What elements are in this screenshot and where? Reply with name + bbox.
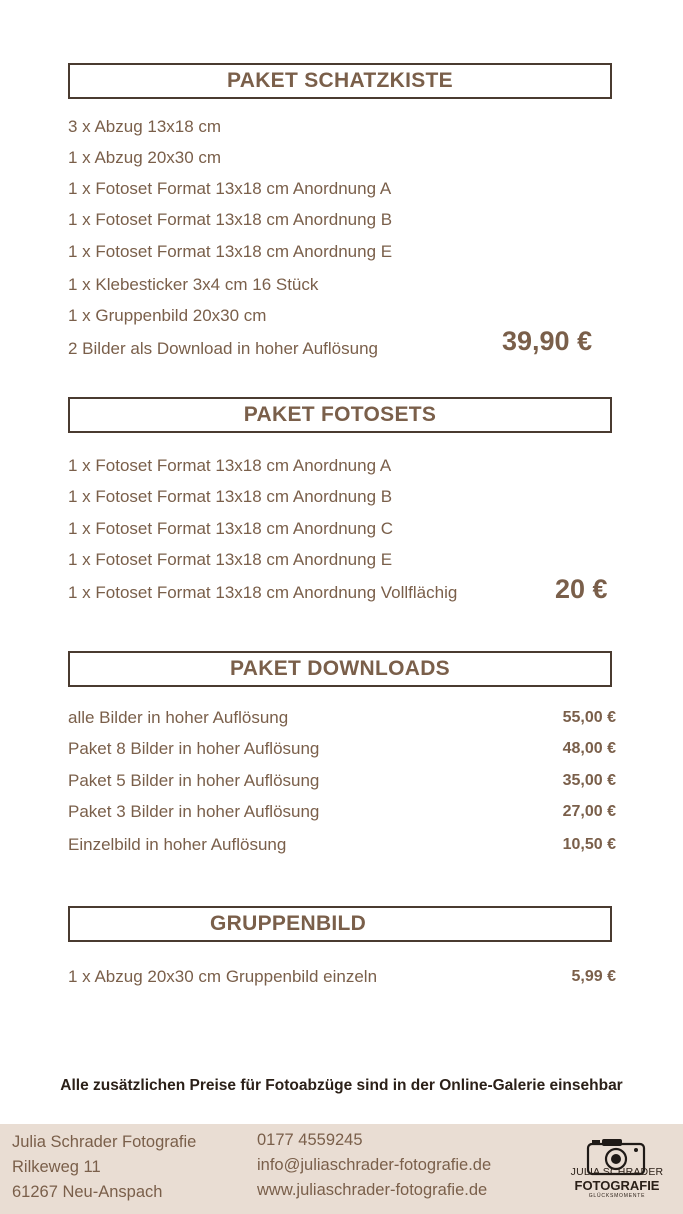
fotosets-price: 20 €: [555, 574, 608, 604]
list-item: 1 x Klebesticker 3x4 cm 16 Stück: [68, 275, 319, 294]
section-title-schatzkiste: PAKET SCHATZKISTE: [68, 63, 612, 99]
download-item-label: Paket 5 Bilder in hoher Auflösung: [68, 771, 320, 790]
download-item-label: Paket 8 Bilder in hoher Auflösung: [68, 739, 320, 758]
list-item: 3 x Abzug 13x18 cm: [68, 117, 222, 136]
list-item: 1 x Gruppenbild 20x30 cm: [68, 306, 267, 325]
logo-line1: JULIA SCHRADER: [570, 1166, 664, 1178]
list-item: 1 x Fotoset Format 13x18 cm Anordnung A: [68, 456, 392, 475]
list-item: 1 x Fotoset Format 13x18 cm Anordnung E: [68, 242, 393, 261]
list-item: 1 x Fotoset Format 13x18 cm Anordnung A: [68, 179, 392, 198]
gruppenbild-item-price: 5,99 €: [571, 968, 616, 985]
section-title-gruppenbild: GRUPPENBILD: [68, 906, 612, 942]
download-item-price: 48,00 €: [562, 740, 616, 757]
download-item-price: 27,00 €: [562, 803, 616, 820]
list-item: 1 x Fotoset Format 13x18 cm Anordnung C: [68, 519, 394, 538]
download-item-label: Paket 3 Bilder in hoher Auflösung: [68, 802, 320, 821]
download-item-label: Einzelbild in hoher Auflösung: [68, 835, 287, 854]
footer-email[interactable]: info@juliaschrader-fotografie.de: [257, 1156, 492, 1174]
footer: [0, 1124, 683, 1214]
download-item-label: alle Bilder in hoher Auflösung: [68, 708, 289, 727]
list-item: 1 x Fotoset Format 13x18 cm Anordnung B: [68, 487, 393, 506]
footer-contact: [257, 1128, 491, 1203]
logo-line2: FOTOGRAFIE: [574, 1178, 660, 1193]
download-item-price: 10,50 €: [562, 836, 616, 853]
footer-city: 61267 Neu-Anspach: [12, 1183, 163, 1201]
schatzkiste-price: 39,90 €: [502, 326, 593, 356]
section-title-downloads: PAKET DOWNLOADS: [68, 651, 612, 687]
list-item: 1 x Abzug 20x30 cm: [68, 148, 222, 167]
list-item: 2 Bilder als Download in hoher Auflösung: [68, 339, 378, 358]
footer-address: [12, 1130, 196, 1205]
footer-name: Julia Schrader Fotografie: [12, 1133, 197, 1151]
section-title-fotosets: PAKET FOTOSETS: [68, 397, 612, 433]
gruppenbild-item-label: 1 x Abzug 20x30 cm Gruppenbild einzeln: [68, 967, 378, 986]
logo-line3: GLÜCKSMOMENTE: [588, 1193, 646, 1199]
brand-logo: [562, 1136, 672, 1206]
footer-phone[interactable]: 0177 4559245: [257, 1131, 363, 1149]
list-item: 1 x Fotoset Format 13x18 cm Anordnung Vollflächig: [68, 583, 458, 602]
download-item-price: 55,00 €: [562, 709, 616, 726]
download-item-price: 35,00 €: [562, 772, 616, 789]
list-item: 1 x Fotoset Format 13x18 cm Anordnung E: [68, 550, 393, 569]
additional-prices-note: Alle zusätzlichen Preise für Fotoabzüge sind in der Online-Galerie einsehbar: [60, 1077, 623, 1094]
list-item: 1 x Fotoset Format 13x18 cm Anordnung B: [68, 210, 393, 229]
footer-street: Rilkeweg 11: [12, 1158, 101, 1176]
footer-website[interactable]: www.juliaschrader-fotografie.de: [257, 1181, 488, 1199]
